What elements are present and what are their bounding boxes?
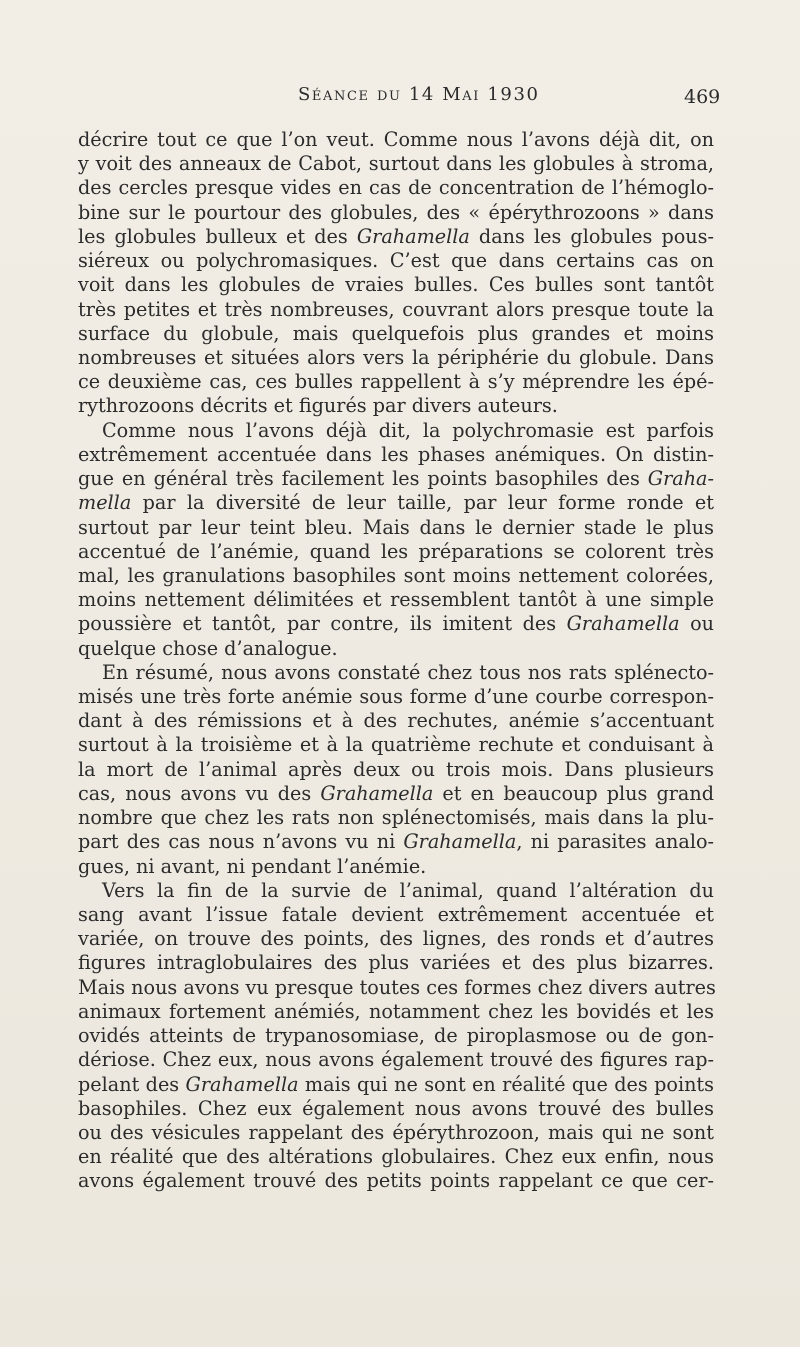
text-line	[78, 830, 714, 854]
text-segment: les globules bulleux et des	[78, 224, 357, 248]
text-segment: animaux fortement anémiés, notamment chez les bovidés et les	[78, 999, 714, 1023]
italic-text: Grahamella	[356, 224, 470, 248]
text-line	[78, 806, 714, 830]
text-line	[78, 879, 714, 903]
text-segment: Comme nous l’avons déjà dit, la polychromasie est parfois	[102, 418, 714, 442]
text-segment: poussière et tantôt, par contre, ils imitent des	[78, 612, 567, 636]
italic-text: mella	[78, 491, 132, 515]
text-line	[78, 249, 714, 273]
text-segment: dant à des rémissions et à des rechutes, anémie s’accentuant	[78, 709, 714, 733]
text-segment: cas, nous avons vu des	[78, 781, 321, 805]
text-line	[78, 1121, 714, 1145]
text-segment: mais qui ne sont en réalité que des points	[298, 1072, 714, 1096]
text-line	[78, 1000, 714, 1024]
text-segment: gue en général très facilement les points basophiles des	[78, 467, 648, 491]
text-segment: des cercles presque vides en cas de concentration de l’hémoglo-	[78, 176, 714, 200]
text-segment: gues, ni avant, ni pendant l’anémie.	[78, 854, 427, 878]
text-segment: surtout à la troisième et à la quatrième rechute et conduisant à	[78, 733, 714, 757]
text-line	[78, 152, 714, 176]
text-line	[78, 201, 714, 225]
text-line	[78, 564, 714, 588]
text-segment: rythrozoons décrits et figurés par divers auteurs.	[78, 394, 558, 418]
text-line	[78, 855, 714, 879]
text-segment: ou	[679, 612, 714, 636]
text-line	[78, 540, 714, 564]
text-line	[78, 467, 714, 491]
text-segment: dans les globules pous-	[469, 224, 714, 248]
page-header	[0, 84, 800, 116]
text-segment: Mais nous avons vu presque toutes ces formes chez divers autres	[78, 975, 716, 999]
text-line	[78, 443, 714, 467]
text-line	[78, 1145, 714, 1169]
text-line	[78, 976, 714, 1000]
text-segment: En résumé, nous avons constaté chez tous nos rats splénecto-	[102, 660, 714, 684]
text-segment: la mort de l’animal après deux ou trois mois. Dans plusieurs	[78, 757, 714, 781]
italic-text: Grahamella	[320, 781, 434, 805]
text-line	[78, 176, 714, 200]
text-segment: Vers la fin de la survie de l’animal, quand l’altération du	[102, 878, 714, 902]
text-segment: siéreux ou polychromasiques. C’est que dans certains cas on	[78, 249, 714, 273]
text-line	[78, 322, 714, 346]
text-segment: surtout par leur teint bleu. Mais dans le dernier stade le plus	[78, 515, 714, 539]
text-segment: part des cas nous n’avons vu ni	[78, 830, 404, 854]
text-segment: basophiles. Chez eux également nous avons trouvé des bulles	[78, 1096, 714, 1120]
text-line	[78, 1097, 714, 1121]
text-line	[78, 128, 714, 152]
text-segment: très petites et très nombreuses, couvrant alors presque toute la	[78, 297, 714, 321]
italic-text: Grahamella	[403, 830, 517, 854]
text-segment: bine sur le pourtour des globules, des « épérythrozoons » dans	[78, 200, 714, 224]
text-segment: accentué de l’anémie, quand les préparations se colorent très	[78, 539, 714, 563]
text-segment: en réalité que des altérations globulaires. Chez eux enfin, nous	[78, 1145, 714, 1169]
text-line	[78, 1048, 714, 1072]
text-segment: variée, on trouve des points, des lignes, des ronds et d’autres	[78, 927, 714, 951]
running-title: Séance du 14 Mai 1930	[298, 84, 540, 105]
text-segment: y voit des anneaux de Cabot, surtout dans les globules à stroma,	[78, 152, 714, 176]
text-line	[78, 685, 714, 709]
text-line	[78, 346, 714, 370]
text-line	[78, 1169, 714, 1193]
text-segment: mal, les granulations basophiles sont moins nettement colorées,	[78, 563, 714, 587]
text-segment: ou des vésicules rappelant des épérythrozoon, mais qui ne sont	[78, 1120, 714, 1144]
text-segment: nombre que chez les rats non splénectomisés, mais dans la plu-	[78, 806, 714, 830]
text-segment: sang avant l’issue fatale devient extrêmement accentuée et	[78, 903, 714, 926]
text-segment: nombreuses et situées alors vers la périphérie du globule. Dans	[78, 345, 714, 369]
text-line	[78, 637, 714, 661]
text-line	[78, 612, 714, 636]
text-segment: voit dans les globules de vraies bulles. Ces bulles sont tantôt	[78, 273, 714, 297]
text-segment: quelque chose d’analogue.	[78, 636, 338, 660]
text-segment: pelant des	[78, 1072, 186, 1096]
text-line	[78, 733, 714, 757]
text-segment: extrêmement accentuée dans les phases anémiques. On distin-	[78, 442, 714, 466]
text-segment: figures intraglobulaires des plus variées et des plus bizarres.	[78, 951, 714, 975]
text-line	[78, 516, 714, 540]
text-line	[78, 903, 714, 927]
text-segment: misés une très forte anémie sous forme d’une courbe correspon-	[78, 685, 714, 709]
text-line	[78, 491, 714, 515]
text-segment: par la diversité de leur taille, par leur forme ronde et	[131, 491, 714, 515]
text-line	[78, 225, 714, 249]
text-line	[78, 661, 714, 685]
text-line	[78, 951, 714, 975]
text-line	[78, 370, 714, 394]
text-line	[78, 1073, 714, 1097]
text-segment: dériose. Chez eux, nous avons également trouvé des figures rap-	[78, 1048, 714, 1072]
text-segment: moins nettement délimitées et ressemblent tantôt à une simple	[78, 588, 714, 612]
text-segment: et en beaucoup plus grand	[433, 781, 714, 805]
text-segment: ovidés atteints de trypanosomiase, de piroplasmose ou de gon-	[78, 1024, 714, 1048]
body-text	[78, 128, 714, 1194]
text-segment: surface du globule, mais quelquefois plus grandes et moins	[78, 321, 714, 345]
text-line	[78, 419, 714, 443]
text-segment: avons également trouvé des petits points rappelant ce que cer-	[78, 1169, 714, 1193]
text-line	[78, 709, 714, 733]
text-line	[78, 588, 714, 612]
page-number: 469	[684, 86, 721, 108]
italic-text: Grahamella	[185, 1072, 299, 1096]
text-line	[78, 782, 714, 806]
italic-text: Graha-	[647, 467, 714, 491]
italic-text: Grahamella	[566, 612, 680, 636]
text-line	[78, 758, 714, 782]
text-line	[78, 927, 714, 951]
text-segment: décrire tout ce que l’on veut. Comme nous l’avons déjà dit, on	[78, 128, 714, 151]
text-segment: , ni parasites analo-	[516, 830, 714, 854]
text-segment: ce deuxième cas, ces bulles rappellent à s’y méprendre les épé-	[78, 370, 714, 394]
text-line	[78, 273, 714, 297]
text-line	[78, 1024, 714, 1048]
text-line	[78, 298, 714, 322]
text-line	[78, 394, 714, 418]
